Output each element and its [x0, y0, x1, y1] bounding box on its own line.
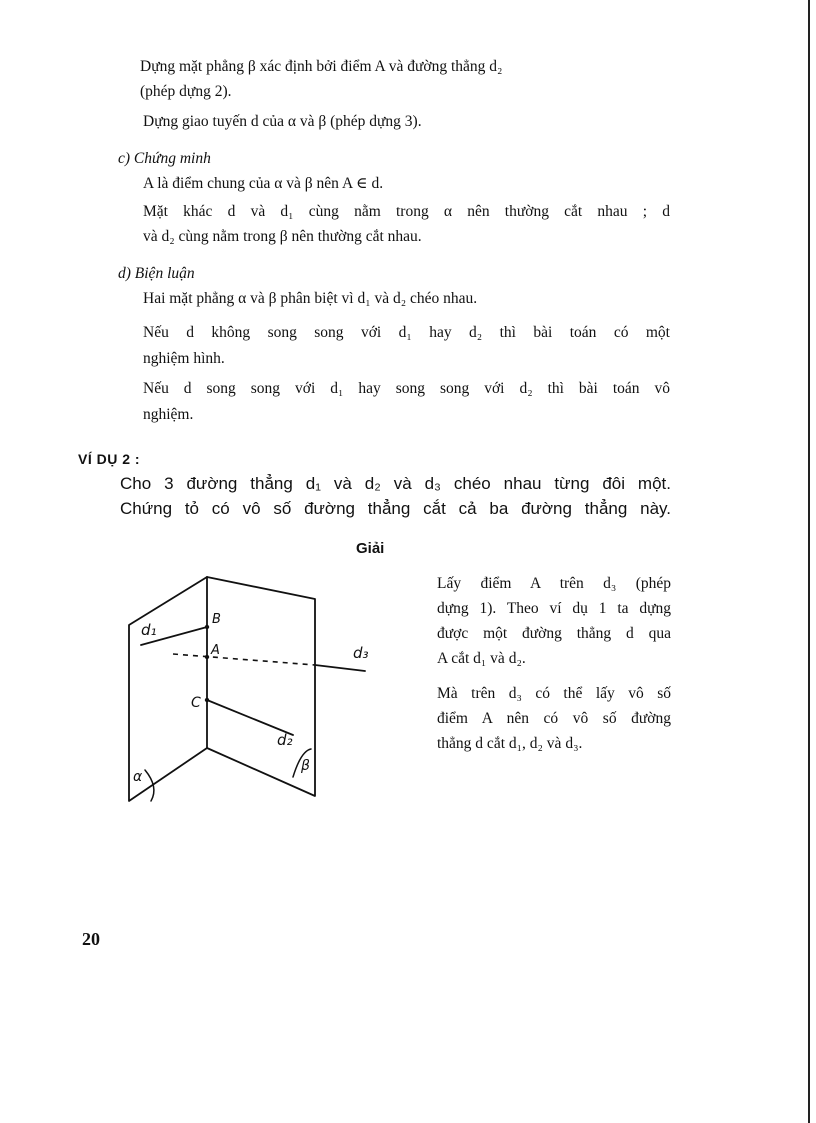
part-b-line-2: (phép dựng 2).: [140, 83, 232, 100]
example-heading: VÍ DỤ 2 :: [78, 451, 141, 467]
part-d-line-1: Hai mặt phẳng α và β phân biệt vì d₁ và d₂ chéo nhau.: [143, 290, 478, 307]
label-A: A: [211, 643, 220, 658]
part-b-line-1: Dựng mặt phẳng β xác định bởi điểm A và đường thẳng d₂: [140, 58, 503, 75]
point-C: [205, 698, 209, 702]
label-d1: d₁: [141, 621, 157, 639]
plane-alpha-outline: [129, 577, 207, 801]
solution-p1-line-3: được một đường thẳng d qua: [437, 625, 671, 642]
part-c-line-1: A là điểm chung của α và β nên A ∈ d.: [143, 175, 384, 192]
example-line-1: Cho 3 đường thẳng d₁ và d₂ và d₃ chéo nhau từng đôi một.: [120, 474, 671, 493]
part-c-line-2: Mặt khác d và d₁ cùng nằm trong α nên thường cắt nhau ; d: [143, 203, 670, 220]
point-B: [205, 625, 209, 629]
label-B: B: [212, 612, 221, 627]
solution-p1-line-4: A cắt d₁ và d₂.: [437, 650, 526, 667]
solution-p1-line-1: Lấy điểm A trên d₃ (phép: [437, 575, 671, 592]
part-d-line-3: nghiệm hình.: [143, 350, 225, 367]
solution-p2-line-3: thẳng d cắt d₁, d₂ và d₃.: [437, 735, 583, 752]
point-A: [205, 655, 209, 659]
part-d-line-5: nghiệm.: [143, 406, 194, 423]
example-line-2: Chứng tỏ có vô số đường thẳng cắt cả ba đường thẳng này.: [120, 499, 671, 518]
part-d-line-2: Nếu d không song song với d₁ hay d₂ thì bài toán có một: [143, 324, 670, 341]
solution-title: Giải: [356, 540, 385, 557]
part-c-line-3: và d₂ cùng nằm trong β nên thường cắt nhau.: [143, 228, 422, 245]
solution-p2-line-2: điểm A nên có vô số đường: [437, 710, 671, 727]
label-d2: d₂: [277, 731, 293, 749]
geometry-figure: [115, 565, 390, 810]
label-alpha: α: [133, 769, 143, 785]
solution-p2-line-1: Mà trên d₃ có thể lấy vô số: [437, 685, 671, 702]
part-d-line-4: Nếu d song song với d₁ hay song song với d₂ thì bài toán vô: [143, 380, 670, 397]
part-b-line-3: Dựng giao tuyến d của α và β (phép dựng 3).: [143, 113, 422, 130]
line-d3-dashed: [173, 654, 315, 665]
line-d3: [315, 665, 365, 671]
label-d3: d₃: [353, 644, 369, 662]
solution-p1-line-2: dựng 1). Theo ví dụ 1 ta dựng: [437, 600, 671, 617]
page-number: 20: [82, 929, 100, 949]
page-edge-border: [808, 0, 810, 1123]
label-C: C: [191, 695, 201, 711]
line-d2: [207, 700, 293, 735]
label-beta: β: [301, 758, 310, 774]
part-d-label: d) Biện luận: [118, 265, 195, 282]
part-c-label: c) Chứng minh: [118, 150, 211, 167]
alpha-arc-mark: [145, 770, 154, 801]
